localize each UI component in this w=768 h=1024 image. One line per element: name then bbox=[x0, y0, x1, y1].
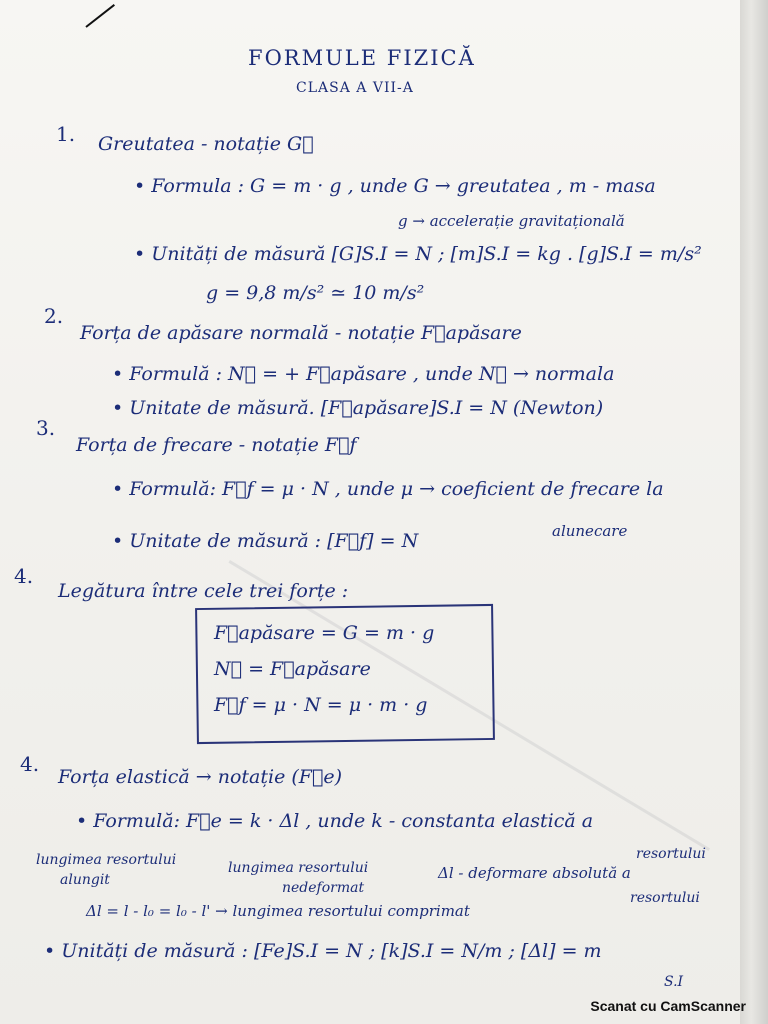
label-undeformed: nedeformat bbox=[282, 880, 365, 896]
section-4-resort-2: resortului bbox=[630, 890, 700, 906]
section-1-formula: • Formula : G = m · g , unde G → greutatea , m - masa bbox=[134, 175, 656, 197]
section-4-resort-1: resortului bbox=[636, 846, 706, 862]
page-subtitle: CLASA A VII-A bbox=[296, 80, 414, 96]
section-4-formula: • Formulă: F⃗e = k · Δl , unde k - constanta elastică a bbox=[76, 810, 594, 832]
section-1-g-value: g = 9,8 m/s² ≃ 10 m/s² bbox=[206, 282, 425, 304]
link-heading: Legătura între cele trei forțe : bbox=[58, 580, 349, 602]
section-2-number: 2. bbox=[44, 304, 64, 328]
page-edge bbox=[740, 0, 768, 1024]
label-stretched: alungit bbox=[60, 872, 110, 888]
label-length-stretched: lungimea resortului bbox=[36, 852, 177, 868]
section-2-heading: Forța de apăsare normală - notație F⃗apăsare bbox=[80, 322, 522, 344]
section-4-si-subscript: S.I bbox=[664, 974, 684, 990]
link-line-1: F⃗apăsare = G = m · g bbox=[214, 622, 435, 644]
label-absolute-deformation: Δl - deformare absolută a bbox=[438, 864, 631, 882]
scanner-watermark: Scanat cu CamScanner bbox=[590, 998, 746, 1014]
page-title: FORMULE FIZICĂ bbox=[248, 46, 476, 70]
section-2-unit: • Unitate de măsură. [F⃗apăsare]S.I = N (Newton) bbox=[112, 397, 604, 419]
label-length-undeformed: lungimea resortului bbox=[228, 860, 369, 876]
section-4-heading: Forța elastică → notație (F⃗e) bbox=[58, 766, 343, 788]
link-line-2: N⃗ = F⃗apăsare bbox=[214, 658, 371, 680]
section-3-number: 3. bbox=[36, 416, 56, 440]
section-3-unit: • Unitate de măsură : [F⃗f] = N bbox=[112, 530, 419, 552]
section-4-number: 4. bbox=[20, 752, 40, 776]
section-4-unit: • Unități de măsură : [Fe]S.I = N ; [k]S.I = N/m ; [Δl] = m bbox=[44, 940, 602, 962]
section-1-heading: Greutatea - notație G⃗ bbox=[98, 133, 314, 155]
section-2-formula: • Formulă : N⃗ = + F⃗apăsare , unde N⃗ → normala bbox=[112, 363, 615, 385]
link-line-3: F⃗f = μ · N = μ · m · g bbox=[214, 694, 428, 716]
section-1-formula-cont: g → accelerație gravitațională bbox=[398, 212, 625, 230]
section-3-formula-cont: alunecare bbox=[552, 522, 628, 540]
section-3-formula: • Formulă: F⃗f = μ · N , unde μ → coeficient de frecare la bbox=[112, 478, 664, 500]
section-1-number: 1. bbox=[56, 122, 76, 146]
section-1-unit: • Unități de măsură [G]S.I = N ; [m]S.I = kg . [g]S.I = m/s² bbox=[134, 243, 702, 265]
section-4-delta-equation: Δl = l - l₀ = l₀ - l' → lungimea resortului comprimat bbox=[86, 902, 470, 920]
section-3-heading: Forța de frecare - notație F⃗f bbox=[76, 434, 357, 456]
link-number: 4. bbox=[14, 564, 34, 588]
